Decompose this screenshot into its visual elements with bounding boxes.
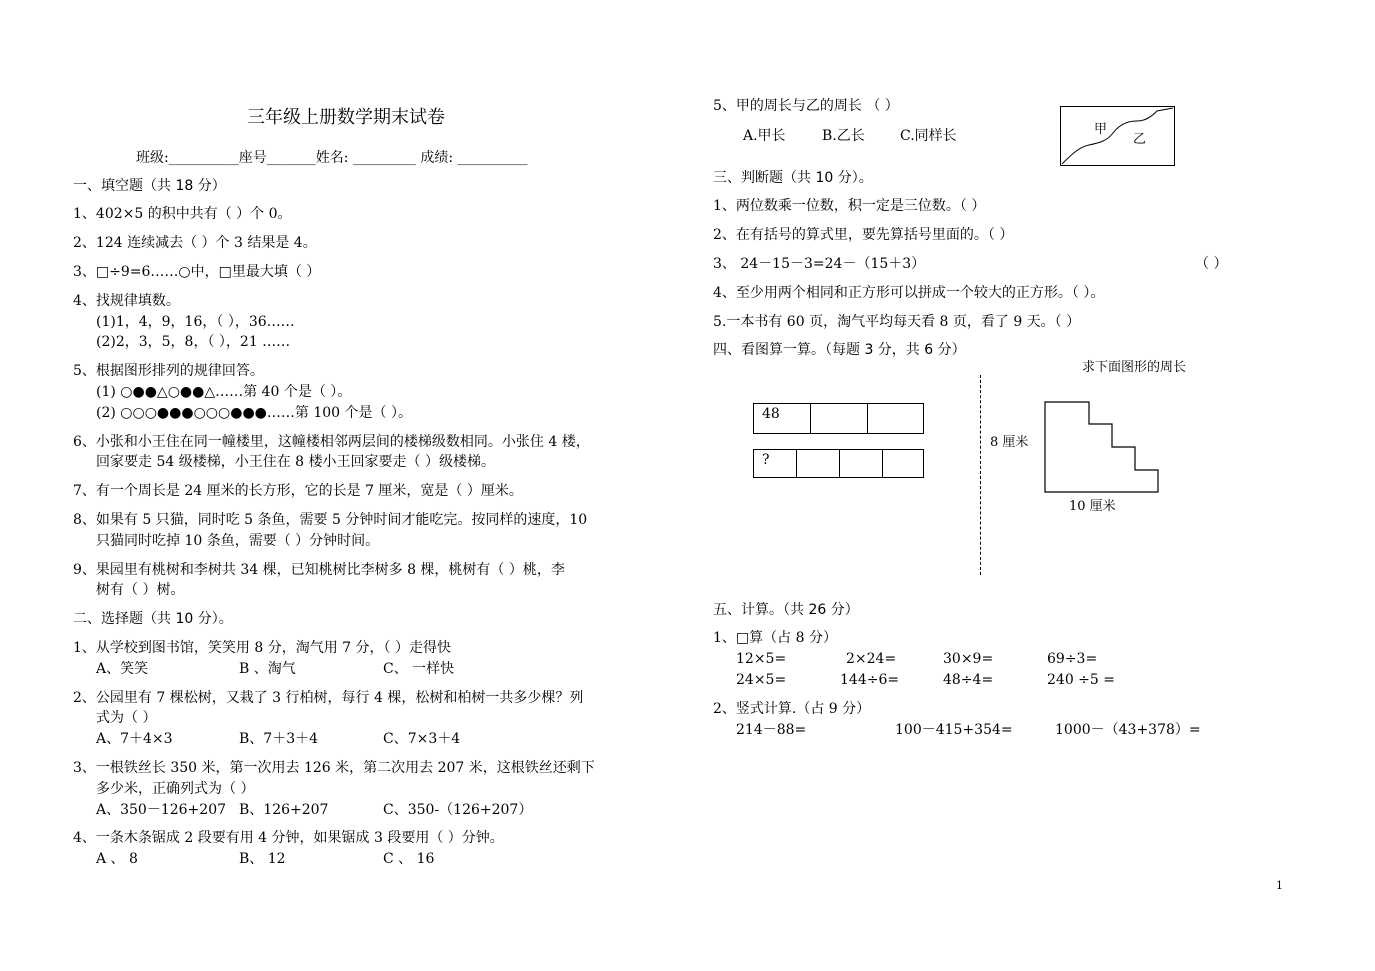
bar-bottom-cell-4 [883, 450, 923, 477]
choice-q1: 1、从学校到图书馆，笑笑用 8 分，淘气用 7 分，（ ）走得快 [73, 640, 451, 656]
bar-model-top [753, 403, 924, 434]
section-5-heading: 五、计算。（共 26 分） [713, 602, 859, 618]
choice-q2-option-a: A、7＋4×3 [96, 731, 173, 747]
choice-q3-line1: 3、一根铁丝长 350 米，第一次用去 126 米，第二次用去 207 米，这根铁丝还剩下 [73, 760, 595, 776]
judge-q3: 3、 24－15－3=24－（15＋3） [713, 256, 926, 272]
student-info-line: 班级:__________座号_______姓名: _________ 成绩: __________ [136, 150, 528, 166]
fill-q8-line2: 只猫同时吃掉 10 条鱼，需要（ ）分钟时间。 [96, 533, 380, 549]
vertical-calc-item: 100－415+354= [895, 722, 1013, 738]
page-title: 三年级上册数学期末试卷 [247, 107, 445, 128]
choice-q1-option-b: B 、淘气 [239, 661, 296, 677]
bar-model-bottom [753, 449, 924, 478]
calc-item: 144÷6= [840, 672, 900, 688]
judge-q1: 1、两位数乘一位数，积一定是三位数。（ ） [713, 198, 986, 214]
bar-top-cell-3 [868, 404, 923, 433]
fill-q6-line1: 6、小张和小王住在同一幢楼里，这幢楼相邻两层间的楼梯级数相同。小张住 4 楼， [73, 434, 590, 450]
fill-q5: 5、根据图形排列的规律回答。 [73, 363, 264, 379]
fill-q2: 2、124 连续减去（ ）个 3 结果是 4。 [73, 235, 317, 251]
choice-q5-option-c: C.同样长 [900, 128, 957, 144]
fill-q7: 7、有一个周长是 24 厘米的长方形，它的长是 7 厘米，宽是（ ）厘米。 [73, 483, 523, 499]
calc-item: 2×24= [846, 651, 897, 667]
choice-q3-option-a: A、350－126+207 [96, 802, 227, 818]
fill-q1: 1、402×5 的积中共有（ ）个 0。 [73, 206, 292, 222]
choice-q3-option-b: B、126+207 [239, 802, 329, 818]
choice-q4-option-c: C 、 16 [383, 851, 435, 867]
choice-q5: 5、甲的周长与乙的周长 （ ） [713, 98, 899, 114]
calc-item: 12×5= [736, 651, 787, 667]
fill-q8-line1: 8、如果有 5 只猫，同时吃 5 条鱼，需要 5 分钟时间才能吃完。按同样的速度，10 [73, 512, 588, 528]
section-2-heading: 二、选择题（共 10 分）。 [73, 611, 233, 627]
dashed-divider [980, 375, 981, 575]
judge-q3-answer-paren: （ ） [1195, 256, 1228, 272]
judge-q5: 5.一本书有 60 页，淘气平均每天看 8 页，看了 9 天。（ ） [713, 314, 1081, 330]
fill-q6-line2: 回家要走 54 级楼梯，小王住在 8 楼小王回家要走（ ）级楼梯。 [96, 454, 495, 470]
choice-q3-option-c: C、350-（126+207） [383, 802, 533, 818]
perimeter-figure [1060, 106, 1175, 166]
vertical-calc-item: 1000－（43+378）= [1055, 722, 1201, 738]
choice-q4-option-a: A 、 8 [96, 851, 138, 867]
page-number: 1 [1276, 879, 1283, 892]
calc-q2: 2、竖式计算.（占 9 分） [713, 701, 871, 717]
calc-item: 48÷4= [943, 672, 994, 688]
fill-q5-part1: (1) ○●●△○●●△……第 40 个是（ ）。 [96, 384, 352, 400]
choice-q4: 4、一条木条锯成 2 段要有用 4 分钟，如果锯成 3 段要用（ ）分钟。 [73, 830, 504, 846]
section-1-heading: 一、填空题（共 18 分） [73, 178, 226, 194]
section-4-heading: 四、看图算一算。（每题 3 分，共 6 分） [713, 342, 966, 358]
choice-q2-line1: 2、公园里有 7 棵松树，又栽了 3 行柏树，每行 4 棵，松树和柏树一共多少棵？列 [73, 690, 584, 706]
choice-q1-option-c: C、 一样快 [383, 661, 455, 677]
height-dimension-label: 8 厘米 [990, 435, 1029, 450]
bar-bottom-cell-2 [797, 450, 840, 477]
fill-q3: 3、□÷9=6……○中，□里最大填（ ） [73, 264, 321, 280]
calc-q1: 1、□算（占 8 分） [713, 630, 837, 646]
figure-caption: 求下面图形的周长 [1082, 360, 1187, 375]
fill-q4: 4、找规律填数。 [73, 293, 180, 309]
figure-label-yi: 乙 [1133, 132, 1147, 147]
width-dimension-label: 10 厘米 [1069, 499, 1116, 514]
choice-q4-option-b: B、 12 [239, 851, 286, 867]
choice-q2-option-b: B、7＋3＋4 [239, 731, 319, 747]
judge-q2: 2、在有括号的算式里，要先算括号里面的。（ ） [713, 227, 1014, 243]
fill-q9-line2: 树有（ ）树。 [96, 582, 185, 598]
bar-top-cell-2 [811, 404, 868, 433]
vertical-calc-item: 214－88= [736, 722, 807, 738]
judge-q4: 4、至少用两个相同和正方形可以拼成一个较大的正方形。（ ）。 [713, 285, 1105, 301]
bar-bottom-cell-1: ? [754, 450, 797, 477]
choice-q2-option-c: C、7×3＋4 [383, 731, 461, 747]
staircase-figure [1042, 400, 1162, 496]
choice-q3-line2: 多少米，正确列式为（ ） [96, 781, 255, 797]
choice-q2-line2: 式为（ ） [96, 710, 157, 726]
bar-bottom-cell-3 [840, 450, 883, 477]
figure-label-jia: 甲 [1094, 122, 1108, 137]
fill-q4-part1: (1)1，4，9，16，（ ），36…… [96, 314, 295, 330]
choice-q1-option-a: A、笑笑 [96, 661, 149, 677]
calc-item: 30×9= [943, 651, 994, 667]
calc-item: 69÷3= [1047, 651, 1098, 667]
section-3-heading: 三、判断题（共 10 分）。 [713, 170, 873, 186]
fill-q4-part2: (2)2，3，5，8，（ ），21 …… [96, 334, 291, 350]
bar-top-cell-1: 48 [754, 404, 811, 433]
fill-q5-part2: (2) ○○○●●●○○○●●●……第 100 个是（ ）。 [96, 405, 412, 421]
calc-item: 240 ÷5 = [1047, 672, 1115, 688]
dividing-curve [1061, 107, 1174, 165]
choice-q5-option-b: B.乙长 [822, 128, 865, 144]
choice-q5-option-a: A.甲长 [743, 128, 786, 144]
calc-item: 24×5= [736, 672, 787, 688]
fill-q9-line1: 9、果园里有桃树和李树共 34 棵，已知桃树比李树多 8 棵，桃树有（ ）桃，李 [73, 562, 565, 578]
